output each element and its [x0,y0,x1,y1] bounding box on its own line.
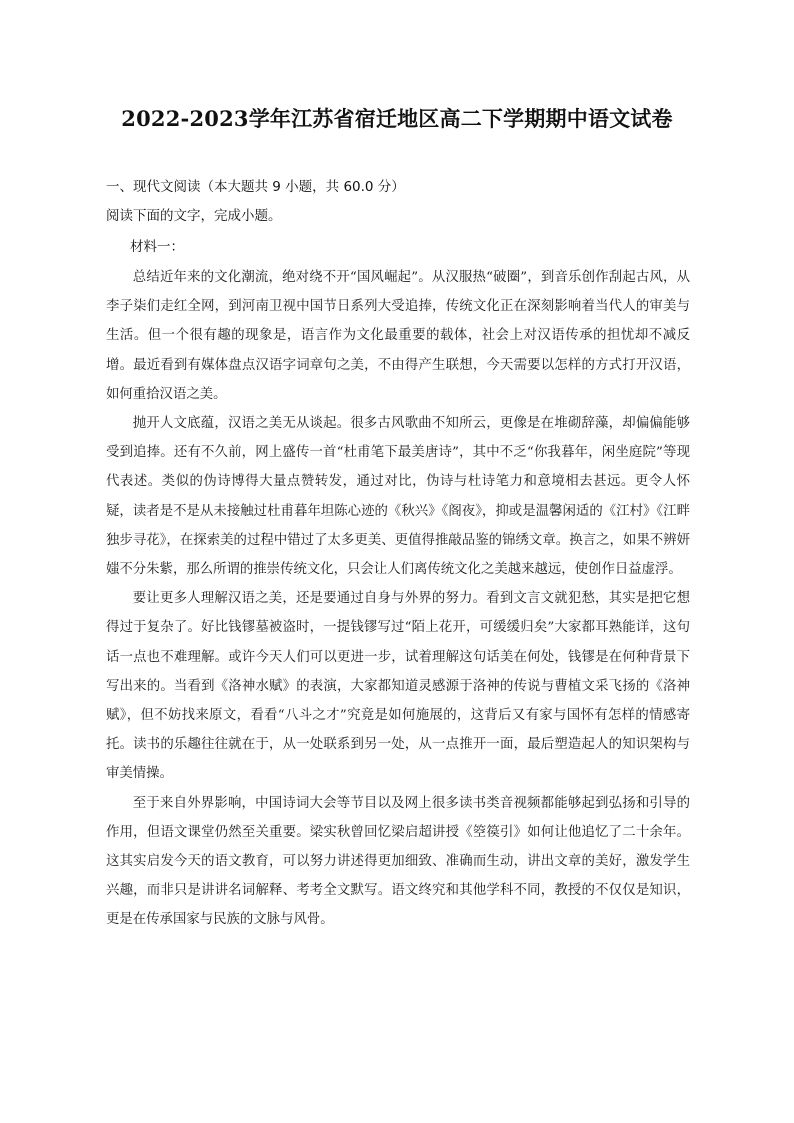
article-paragraph: 至于来自外界影响，中国诗词大会等节目以及网上很多读书类音视频都能够起到弘扬和引导的作用，但语文课堂仍然至关重要。梁实秋曾回忆梁启超讲授《箜篌引》如何让他追忆了二十余年。这其实启发今天的语文教育，可以努力讲述得更加细致、准确而生动，讲出文章的美好，激发学生兴趣，而非只是讲讲名词解释、考考全文默写。语文终究和其他学科不同，教授的不仅仅是知识，更是在传承国家与民族的文脉与风骨。 [106,795,690,928]
section-header: 一、现代文阅读（本大题共 9 小题，共 60.0 分） [106,179,405,195]
document-title: 2022-2023学年江苏省宿迁地区高二下学期期中语文试卷 [121,106,673,131]
article-body [106,263,690,935]
article-paragraph: 抛开人文底蕴，汉语之美无从谈起。很多古风歌曲不知所云，更像是在堆砌辞藻，却偏偏能够受到追捧。还有不久前，网上盛传一首“杜甫笔下最美唐诗”，其中不乏“你我暮年，闲坐庭院”等现代表述。类似的伪诗博得大量点赞转发，通过对比，伪诗与杜诗笔力和意境相去甚远。更令人怀疑，读者是不是从未接触过杜甫暮年坦陈心迹的《秋兴》《阁夜》，抑或是温馨闲适的《江村》《江畔独步寻花》，在探索美的过程中错过了太多更美、更值得推敲品鉴的锦绣文章。换言之，如果不辨妍媸不分朱紫，那么所谓的推崇传统文化，只会让人们离传统文化之美越来越远，使创作日益虚浮。 [106,416,690,578]
material-label: 材料一： [130,239,184,255]
article-paragraph: 总结近年来的文化潮流，绝对绕不开“国风崛起”。从汉服热“破圈”，到音乐创作刮起古风，从李子柒们走红全网，到河南卫视中国节日系列大受追捧，传统文化正在深刻影响着当代人的审美与生活。但一个很有趣的现象是，语言作为文化最重要的载体，社会上对汉语传承的担忧却不减反增。最近看到有媒体盘点汉语字词章句之美，不由得产生联想，今天需要以怎样的方式打开汉语，如何重拾汉语之美。 [106,270,690,402]
article-paragraph: 要让更多人理解汉语之美，还是要通过自身与外界的努力。看到文言文就犯愁，其实是把它想得过于复杂了。好比钱镠墓被盗时，一提钱镠写过“陌上花开，可缓缓归矣”大家都耳熟能详，这句话一点也不难理解。或许今天人们可以更进一步，试着理解这句话美在何处，钱镠是在何种背景下写出来的。当看到《洛神水赋》的表演，大家都知道灵感源于洛神的传说与曹植文采飞扬的《洛神赋》，但不妨找来原文，看看“八斗之才”究竟是如何施展的，这背后又有家与国怀有怎样的情感寄托。读书的乐趣往往就在于，从一处联系到另一处，从一点推开一面，最后塑造起人的知识架构与审美情操。 [106,591,690,782]
reading-instruction: 阅读下面的文字，完成小题。 [106,208,282,224]
